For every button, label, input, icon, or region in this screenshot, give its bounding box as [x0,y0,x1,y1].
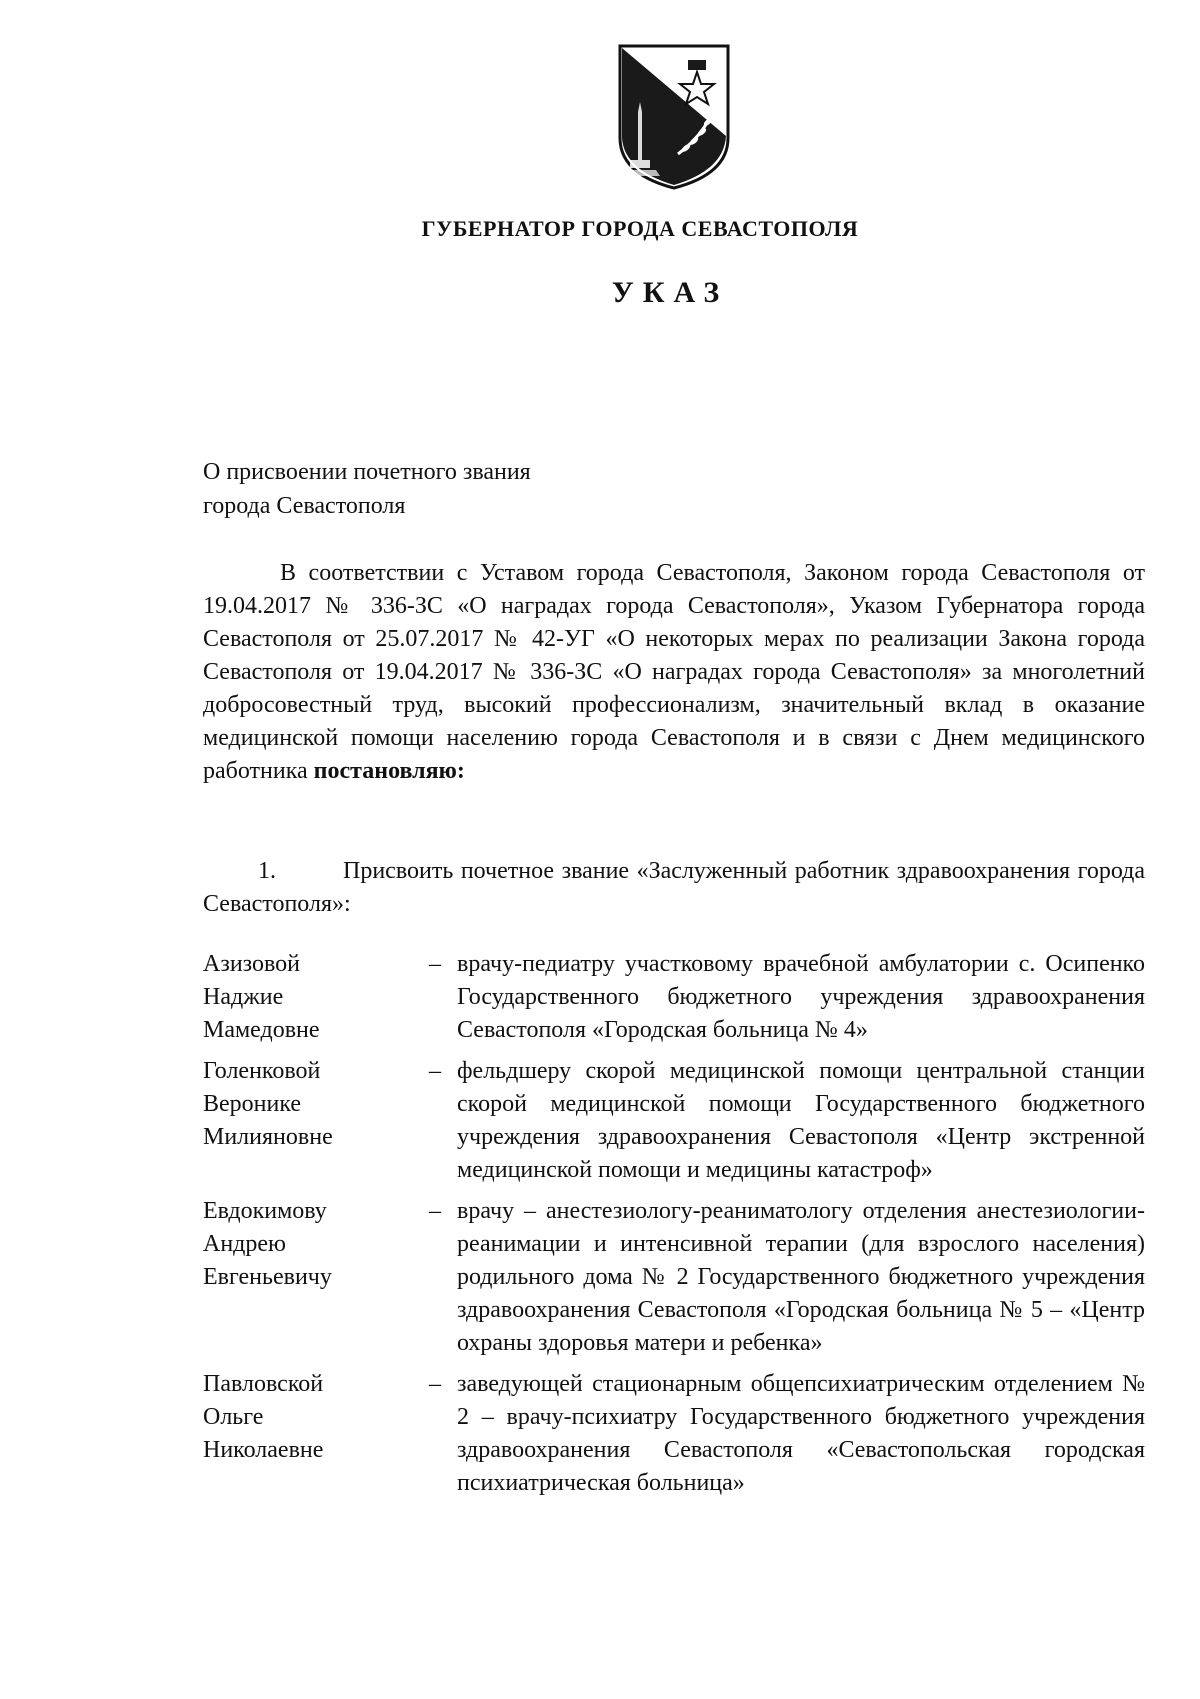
item-1-text: Присвоить почетное звание «Заслуженный работник здравоохранения города Севастополя»: [203,858,1145,917]
awardee-name [203,1055,413,1187]
document-type-title: УКАЗ [611,276,729,309]
awardee-dash: – [429,1198,441,1224]
awardee-row [203,1368,1145,1500]
awardee-first-name: Андрею [203,1231,286,1257]
awardee-first-name: Наджие [203,984,284,1010]
issuing-authority: ГУБЕРНАТОР ГОРОДА СЕВАСТОПОЛЯ [421,216,859,241]
subject-line-1: О присвоении почетного звания [203,459,531,485]
preamble-text: В соответствии с Уставом города Севастополя, Законом города Севастополя от 19.04.2017 № 336-ЗС «О наградах города Севастополя», Указом Губернатора города Севастополя от 25.07.2017 № 42-УГ «О некоторых мерах по реализации Закона города Севастополя от 19.04.2017 № 336-ЗС «О наградах города Севастополя» за многолетний добросовестный труд, высокий профессионализм, значительный вклад в оказание медицинской помощи населению города Севастополя и в связи с Днем медицинского работника [203,560,1145,784]
awardee-position: заведующей стационарным общепсихиатрическим отделением № 2 – врачу-психиатру Государственного бюджетного учреждения здравоохранения Севастополя «Севастопольская городская психиатрическая больница» [457,1371,1145,1496]
awardee-surname: Павловской [203,1371,324,1397]
awardee-position: врачу – анестезиологу-реаниматологу отделения анестезиологии-реанимации и интенсивной терапии (для взрослого населения) родильного дома № 2 Государственного бюджетного учреждения здравоохранения Севастополя «Городская больница № 5 – «Центр охраны здоровья матери и ребенка» [457,1198,1145,1356]
awardee-surname: Азизовой [203,951,301,977]
awardee-surname: Голенковой [203,1058,321,1084]
awardee-name [203,1195,413,1360]
awardee-patronymic: Милияновне [203,1124,333,1150]
awardee-patronymic: Николаевне [203,1437,324,1463]
item-1-number: 1. [258,858,276,884]
awardee-dash: – [429,951,441,977]
awardee-row [203,1055,1145,1187]
awardee-patronymic: Евгеньевичу [203,1264,332,1290]
awardee-dash: – [429,1058,441,1084]
awardee-list [203,948,1145,1508]
awardee-surname: Евдокимову [203,1198,327,1224]
awardee-position: врачу-педиатру участковому врачебной амбулатории с. Осипенко Государственного бюджетного учреждения здравоохранения Севастополя «Городская больница № 4» [457,951,1145,1043]
awardee-first-name: Ольге [203,1404,264,1430]
awardee-position: фельдшеру скорой медицинской помощи центральной станции скорой медицинской помощи Государственного бюджетного учреждения здравоохранения Севастополя «Центр экстренной медицинской помощи и медицины катастроф» [457,1058,1145,1183]
awardee-dash: – [429,1371,441,1397]
awardee-name [203,948,413,1047]
awardee-row [203,948,1145,1047]
item-1-paragraph [203,855,1145,921]
preamble-paragraph [203,557,1145,788]
decree-word: постановляю: [313,758,465,784]
awardee-row [203,1195,1145,1360]
sevastopol-coat-of-arms-emblem [616,42,732,192]
awardee-name [203,1368,413,1500]
coat-of-arms-icon [616,42,732,192]
subject-line-2: города Севастополя [203,493,406,519]
awardee-patronymic: Мамедовне [203,1017,320,1043]
decree-subject [203,455,703,523]
awardee-first-name: Веронике [203,1091,302,1117]
